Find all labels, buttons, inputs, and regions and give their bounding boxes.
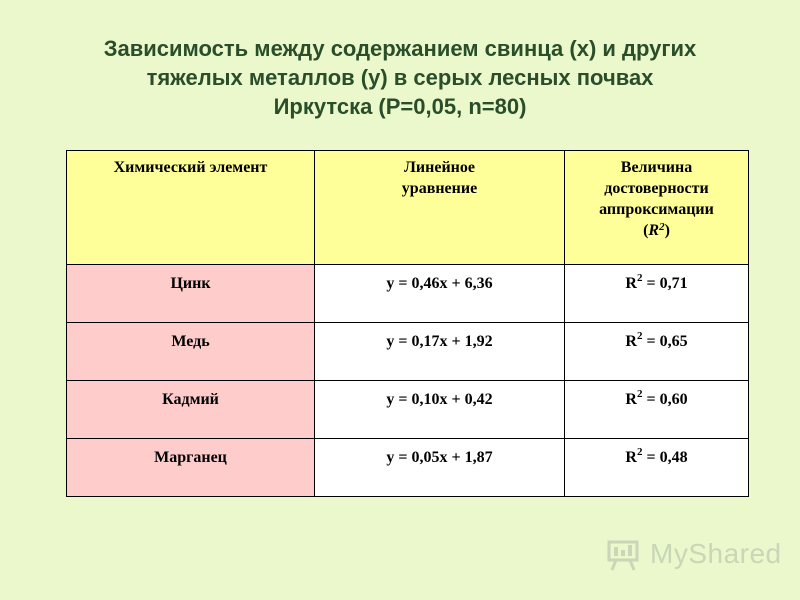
element-cell: Кадмий bbox=[67, 381, 315, 439]
header-r2-superscript: 2 bbox=[659, 221, 665, 233]
slide-title-line-3: Иркутска (Р=0,05, n=80) bbox=[273, 94, 527, 119]
element-cell: Цинк bbox=[67, 265, 315, 323]
table-row bbox=[67, 381, 749, 439]
header-r2-paren-open: ( bbox=[643, 222, 649, 239]
header-r2-line-1: Величина bbox=[620, 159, 693, 176]
r2-letter: R bbox=[625, 391, 637, 408]
header-r2 bbox=[565, 151, 749, 265]
slide-title-line-1: Зависимость между содержанием свинца (х) и других bbox=[103, 36, 697, 61]
table-row bbox=[67, 323, 749, 381]
header-r2-line-2: достоверности bbox=[604, 180, 709, 197]
header-r2-line-3: аппроксимации bbox=[599, 201, 714, 218]
watermark-logo bbox=[606, 536, 782, 576]
r2-cell bbox=[565, 439, 749, 497]
equation-cell: у = 0,17х + 1,92 bbox=[315, 323, 565, 381]
r2-letter: R bbox=[625, 449, 637, 466]
equation-cell: у = 0,46х + 6,36 bbox=[315, 265, 565, 323]
r2-value: = 0,48 bbox=[642, 449, 688, 466]
regression-table bbox=[66, 150, 749, 497]
r2-superscript: 2 bbox=[636, 446, 643, 458]
slide-title bbox=[40, 34, 760, 121]
header-element: Химический элемент bbox=[67, 151, 315, 265]
r2-superscript: 2 bbox=[636, 388, 643, 400]
r2-value: = 0,60 bbox=[642, 391, 688, 408]
r2-cell bbox=[565, 265, 749, 323]
table-header-row bbox=[67, 151, 749, 265]
slide-title-line-2: тяжелых металлов (у) в серых лесных почвах bbox=[146, 65, 654, 90]
r2-letter: R bbox=[625, 275, 637, 292]
r2-superscript: 2 bbox=[636, 330, 643, 342]
table-row bbox=[67, 439, 749, 497]
presentation-board-icon bbox=[606, 538, 640, 579]
r2-cell bbox=[565, 381, 749, 439]
r2-cell bbox=[565, 323, 749, 381]
header-r2-paren-close: ) bbox=[664, 222, 670, 239]
header-r2-letter: R bbox=[648, 222, 660, 239]
header-r2-line-4 bbox=[565, 220, 748, 241]
table-row bbox=[67, 265, 749, 323]
header-equation bbox=[315, 151, 565, 265]
r2-value: = 0,65 bbox=[642, 333, 688, 350]
equation-cell: у = 0,10х + 0,42 bbox=[315, 381, 565, 439]
header-equation-line-2: уравнение bbox=[401, 180, 478, 197]
element-cell: Медь bbox=[67, 323, 315, 381]
element-cell: Марганец bbox=[67, 439, 315, 497]
r2-value: = 0,71 bbox=[642, 275, 688, 292]
header-equation-line-1: Линейное bbox=[404, 159, 475, 176]
watermark-text: MyShared bbox=[650, 538, 782, 569]
equation-cell: у = 0,05х + 1,87 bbox=[315, 439, 565, 497]
r2-superscript: 2 bbox=[636, 272, 643, 284]
r2-letter: R bbox=[625, 333, 637, 350]
